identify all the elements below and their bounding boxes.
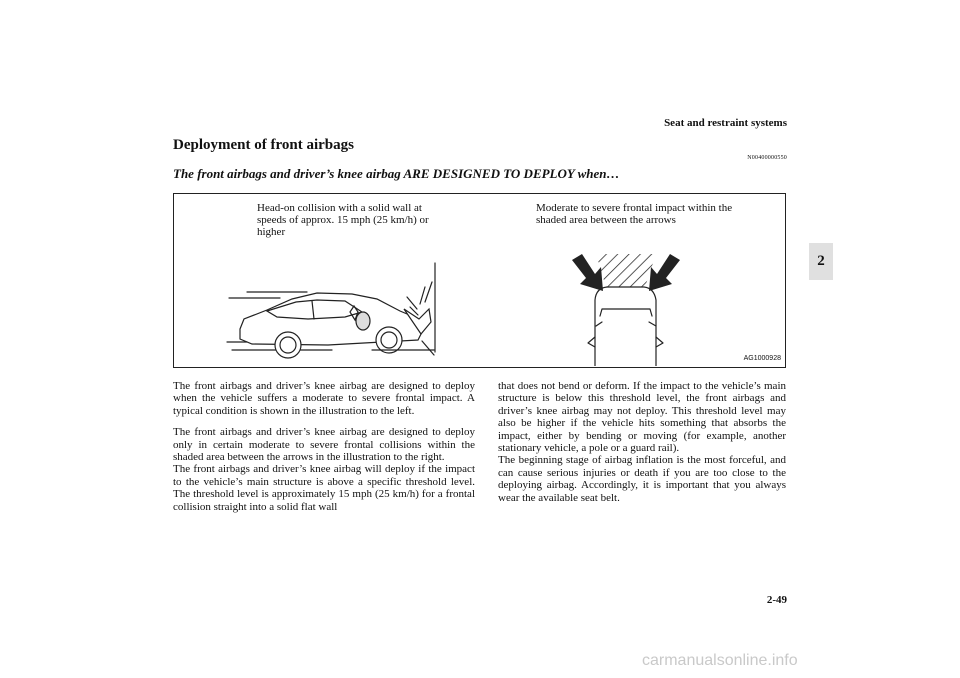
paragraph: The beginning stage of airbag inflation is the most forceful, and can cause serious injuries or death if you are too close to the deploying airbag. Accordingly, it is important that you always wear the available seat belt.	[498, 454, 786, 504]
section-title: Deployment of front airbags	[173, 137, 354, 153]
chapter-tab: 2	[809, 243, 833, 280]
paragraph: The front airbags and driver’s knee airbag will deploy if the impact to the vehicle’s main structure is above a specific threshold level. The threshold level is approximately 15 mph (25 km/h) for a frontal collision straight into a solid flat wall	[173, 463, 475, 513]
page-number: 2-49	[766, 594, 787, 606]
section-subtitle: The front airbags and driver’s knee airbag ARE DESIGNED TO DEPLOY when…	[173, 166, 620, 181]
paragraph: The front airbags and driver’s knee airbag are designed to deploy only in certain moderate to severe frontal collisions within the shaded area between the arrows in the illustration to the right.	[173, 426, 475, 464]
airbag-deployment-figure	[173, 193, 786, 368]
running-header: Seat and restraint systems	[664, 117, 787, 129]
wall-collision-illustration	[222, 249, 454, 364]
body-text-right-column	[498, 380, 786, 504]
watermark: carmanualsonline.info	[642, 652, 798, 669]
body-text-left-column	[173, 380, 475, 513]
figure-caption-left: Head-on collision with a solid wall at speeds of approx. 15 mph (25 km/h) or higher	[257, 202, 429, 238]
paragraph: The front airbags and driver’s knee airbag are designed to deploy when the vehicle suffers a moderate to severe frontal impact. A typical condition is shown in the illustration to the left.	[173, 380, 475, 417]
document-code: N00400000550	[747, 155, 787, 161]
paragraph: that does not bend or deform. If the impact to the vehicle’s main structure is below this threshold level, the front airbags and driver’s knee airbag may not deploy. This threshold level may also be higher if the vehicle hits something that absorbs the impact, either by bending or moving (for example, another stationary vehicle, a pole or a guard rail).	[498, 380, 786, 455]
frontal-impact-zone-illustration	[572, 254, 682, 366]
figure-caption-right: Moderate to severe frontal impact within the shaded area between the arrows	[536, 202, 733, 226]
figure-code: AG1000928	[743, 355, 781, 362]
